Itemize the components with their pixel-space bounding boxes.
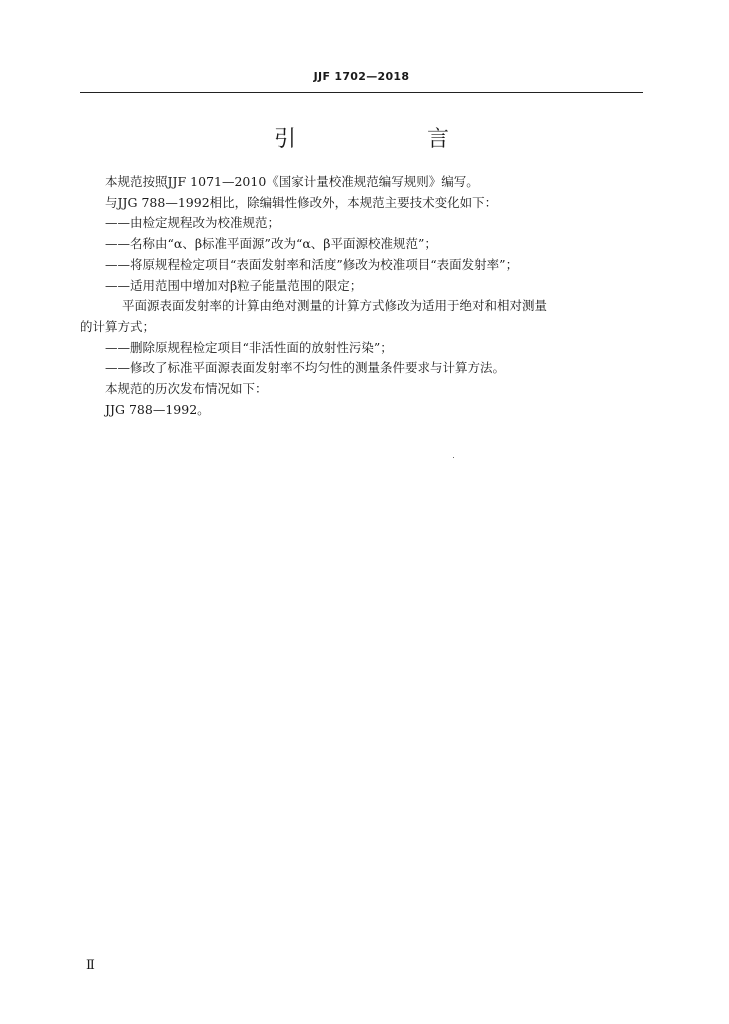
list-item-change-6: ——删除原规程检定项目“非活性面的放射性污染”； (105, 339, 393, 355)
page-header-standard-code: JJF 1702—2018 (313, 70, 410, 83)
paragraph-previous-version: JJG 788—1992。 (105, 401, 210, 417)
paragraph-release-history: 本规范的历次发布情况如下： (105, 381, 268, 397)
list-item-change-4: ——适用范围中增加对β粒子能量范围的限定； (105, 277, 363, 293)
list-item-change-1: ——由检定规程改为校准规范； (105, 215, 281, 231)
header-rule (80, 92, 643, 93)
list-item-change-5-line-2: 的计算方式； (80, 318, 156, 334)
scan-speck (453, 457, 454, 458)
list-item-change-3: ——将原规程检定项目“表面发射率和活度”修改为校准项目“表面发射率”； (105, 256, 519, 272)
paragraph-compilation-basis: 本规范按照JJF 1071—2010《国家计量校准规范编写规则》编写。 (105, 174, 479, 189)
list-item-change-5-line-1: 平面源表面发射率的计算由绝对测量的计算方式修改为适用于绝对和相对测量 (122, 298, 548, 314)
page-number: Ⅱ (86, 958, 95, 973)
paragraph-changes-intro: 与JJG 788—1992相比，除编辑性修改外，本规范主要技术变化如下： (105, 194, 498, 210)
page-title: 引 言 (274, 127, 511, 152)
list-item-change-7: ——修改了标准平面源表面发射率不均匀性的测量条件要求与计算方法。 (105, 360, 506, 376)
body-text (80, 172, 645, 420)
list-item-change-2: ——名称由“α、β标准平面源”改为“α、β平面源校准规范”； (105, 236, 437, 252)
